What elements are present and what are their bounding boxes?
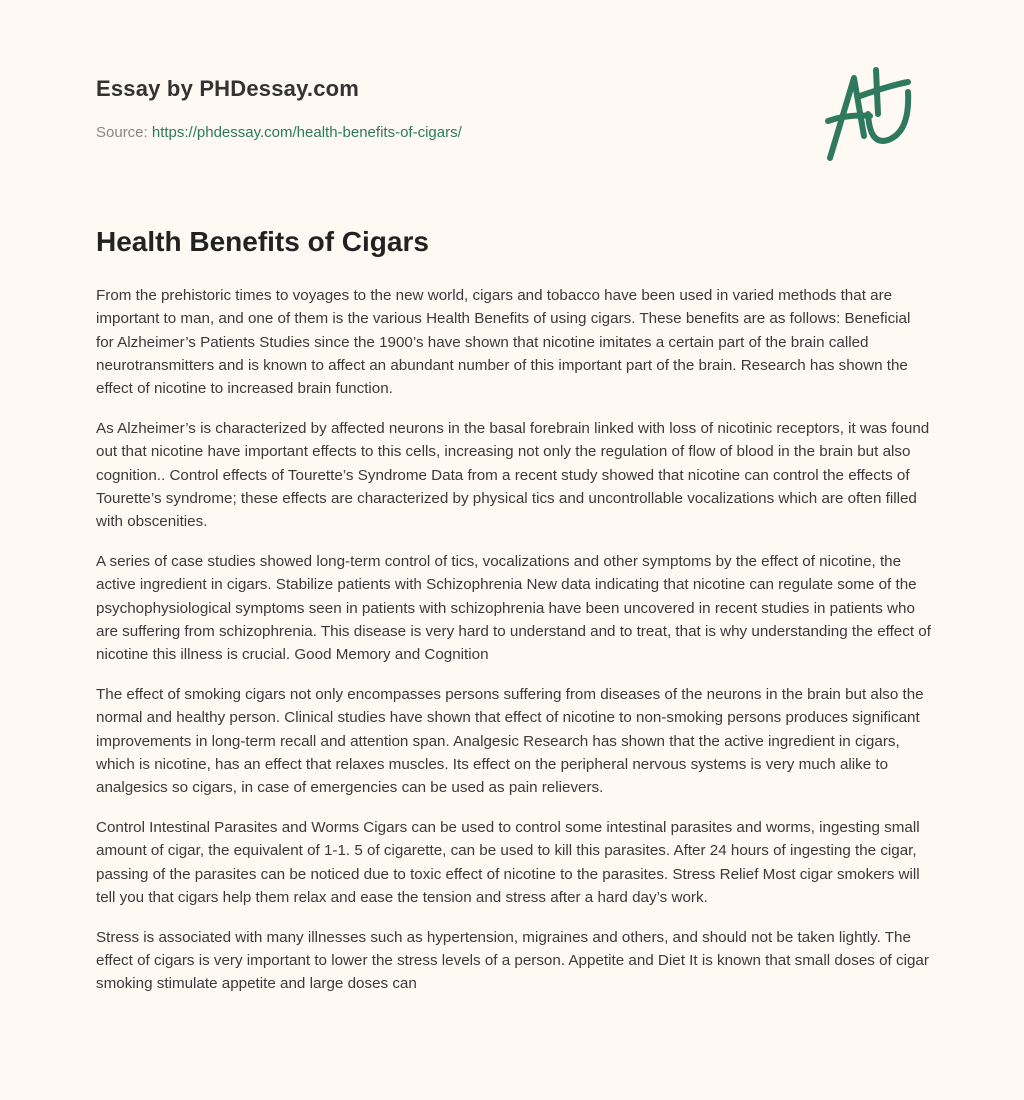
paragraph: From the prehistoric times to voyages to the new world, cigars and tobacco have been used in varied methods that are important to man, and one of them is the various Health Benefits of using cigars. These benefits are as follows: Beneficial for Alzheimer’s Patients Studies since the 1900’s have shown that nicotine imitates a certain part of the brain called neurotransmitters and is known to affect an abundant number of this important part of the brain. Research has shown the effect of nicotine to increased brain function. bbox=[96, 287, 911, 398]
paragraph: Control Intestinal Parasites and Worms Cigars can be used to control some intestinal parasites and worms, ingesting small amount of cigar, the equivalent of 1-1. 5 of cigarette, can be used to kill this parasites. After 24 hours of ingesting the cigar, passing of the parasites can be noticed due to toxic effect of nicotine to the parasites. Stress Relief Most cigar smokers will tell you that cigars help them relax and ease the tension and stress after a hard day’s work. bbox=[96, 818, 920, 906]
paragraph: As Alzheimer’s is characterized by affected neurons in the basal forebrain linked with loss of nicotinic receptors, it was found out that nicotine have important effects to this cells, increasing not only the regulation of flow of blood in the brain but also cognition.. Control effects of Tourette’s Syndrome Data from a recent study showed that nicotine can control the effects of Tourette’s syndrome; these effects are characterized by physical tics and uncontrollable vocalizations which are often filled with obscenities. bbox=[96, 419, 930, 531]
paragraph: A series of case studies showed long-term control of tics, vocalizations and other symptoms by the effect of nicotine, the active ingredient in cigars. Stabilize patients with Schizophrenia New data indicating that nicotine can regulate some of the psychophysiological symptoms seen in patients with schizophrenia have been uncovered in recent studies in patients who are suffering from schizophrenia. This disease is very hard to understand and to treat, that is why understanding the effect of nicotine this illness is crucial. Good Memory and Cognition bbox=[96, 552, 931, 664]
paragraph: The effect of smoking cigars not only encompasses persons suffering from diseases of the neurons in the brain but also the normal and healthy person. Clinical studies have shown that effect of nicotine to non-smoking persons produces significant improvements in long-term recall and attention span. Analgesic Research has shown that the active ingredient in cigars, which is nicotine, has an effect that relaxes muscles. Its effect on the peripheral nervous systems is very much alike to analgesics so cigars, in case of emergencies can be used as pain relievers. bbox=[96, 685, 924, 797]
brand-title: Essay by PHDessay.com bbox=[96, 76, 360, 101]
source-line bbox=[96, 124, 462, 141]
paragraph: Stress is associated with many illnesses such as hypertension, migraines and others, and should not be taken lightly. The effect of cigars is very important to lower the stress levels of a person. Appetite and Diet It is known that small doses of cigar smoking stimulate appetite and large doses can bbox=[96, 928, 929, 993]
a-plus-logo-icon bbox=[818, 66, 928, 166]
article-title: Health Benefits of Cigars bbox=[96, 226, 429, 257]
source-link[interactable]: https://phdessay.com/health-benefits-of-cigars/ bbox=[151, 124, 462, 141]
source-label: Source: bbox=[96, 124, 148, 141]
essay-header bbox=[96, 76, 462, 141]
article-body bbox=[96, 284, 932, 1012]
